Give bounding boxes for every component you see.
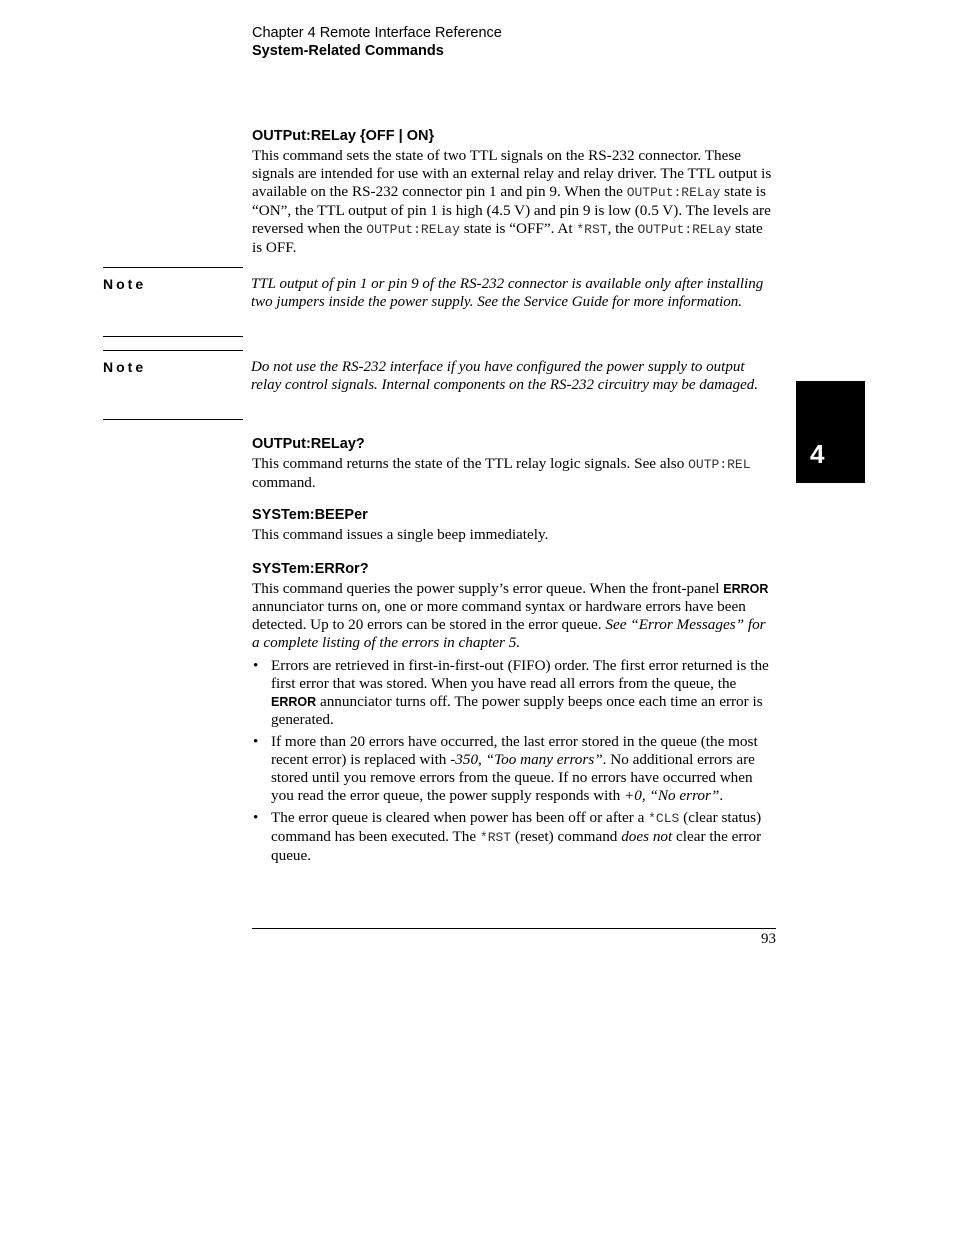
relay-query-code: OUTP:REL <box>688 457 751 472</box>
note-1-text: TTL output of pin 1 or pin 9 of the RS-232 connector is available only after installing two jumpers inside the power supply. See the Service Guide for more information. <box>251 276 764 310</box>
relay-paragraph <box>252 147 776 257</box>
note-2-top-rule <box>103 350 243 351</box>
error-paragraph <box>252 580 776 652</box>
bullet-1-text-b: annunciator turns off. The power supply beeps once each time an error is generated. <box>271 693 763 728</box>
bullet-2-no-error: +0, “No error” <box>624 787 720 804</box>
relay-code-1: OUTPut:RELay <box>626 185 721 200</box>
relay-text-3: state is “OFF”. At <box>459 220 577 237</box>
page-number: 93 <box>761 931 776 947</box>
relay-heading: OUTPut:RELay {OFF | ON} <box>252 128 435 144</box>
relay-code-2: OUTPut:RELay <box>366 222 460 237</box>
note-1-bottom-rule <box>103 336 243 337</box>
relay-code-4: OUTPut:RELay <box>637 222 732 237</box>
footer-rule <box>252 928 776 929</box>
bullet-3-text-d: clear the error queue. <box>271 828 762 864</box>
error-section <box>252 560 776 869</box>
relay-code-3: *RST <box>576 222 608 237</box>
relay-text-4: , the <box>607 220 638 237</box>
error-text-1: This command queries the power supply’s error queue. When the front-panel <box>252 580 724 597</box>
bullet-3-text-a: The error queue is cleared when power has been off or after a <box>271 809 649 826</box>
error-bullet-list <box>252 657 776 865</box>
error-see-also: See “Error Messages” for a complete listing of the errors in chapter 5. <box>252 616 766 651</box>
bullet-2-text-b: . No additional errors are stored until you remove errors from the queue. If no errors have occurred when you read the error queue, the power supply responds with <box>271 751 755 804</box>
beeper-heading: SYSTem:BEEPer <box>252 507 368 523</box>
chapter-tab-label: 4 <box>810 439 825 469</box>
note-1-top-rule <box>103 267 243 268</box>
relay-text-2: state is “ON”, the TTL output of pin 1 is high (4.5 V) and pin 9 is low (0.5 V). The levels are reversed when the <box>252 183 771 237</box>
error-text-2: annunciator turns on, one or more command syntax or hardware errors have been detected. Up to 20 errors can be stored in the error queue. <box>252 598 746 633</box>
relay-query-text-2: command. <box>252 474 316 491</box>
relay-query-text-1: This command returns the state of the TTL relay logic signals. See also <box>252 455 689 472</box>
error-bullet-2 <box>252 733 776 805</box>
bullet-3-text-c: (reset) command <box>511 828 622 845</box>
note-2-label: Note <box>103 359 147 375</box>
relay-text-5: state is OFF. <box>252 220 763 256</box>
bullet-1-text-a: Errors are retrieved in first-in-first-out (FIFO) order. The first error returned is the first error that was stored. When you have read all errors from the queue, the <box>271 657 769 692</box>
beeper-section <box>252 506 776 544</box>
error-bullet-3 <box>252 809 776 865</box>
relay-text-1: This command sets the state of two TTL signals on the RS-232 connector. These signals are intended for use with an external relay and relay driver. The TTL output is available on the RS-232 connector pin 1 and pin 9. When the <box>252 147 772 200</box>
chapter-title: Chapter 4 Remote Interface Reference <box>252 25 502 41</box>
bullet-2-text-a: If more than 20 errors have occurred, the last error stored in the queue (the most recent error) is replaced with <box>271 733 758 768</box>
bullet-3-text-b: (clear status) command has been executed. The <box>271 809 762 845</box>
relay-section <box>252 127 776 257</box>
bullet-2-text-c: . <box>719 787 724 804</box>
bullet-3-code-cls: *CLS <box>648 811 680 826</box>
note-1-label: Note <box>103 276 147 292</box>
chapter-tab <box>796 381 865 483</box>
bullet-3-code-rst: *RST <box>479 830 512 845</box>
relay-query-section <box>252 435 752 492</box>
relay-query-heading: OUTPut:RELay? <box>252 436 365 452</box>
error-annunciator-label: ERROR <box>723 582 769 596</box>
beeper-paragraph: This command issues a single beep immediately. <box>252 526 549 543</box>
bullet-1-annunciator: ERROR <box>271 695 317 709</box>
note-2-text: Do not use the RS-232 interface if you have configured the power supply to output relay control signals. Internal components on the RS-232 circuitry may be damaged. <box>251 359 758 393</box>
bullet-3-does-not: does not <box>621 828 673 845</box>
error-bullet-1 <box>252 657 776 729</box>
relay-query-paragraph <box>252 455 752 492</box>
running-header <box>252 24 502 60</box>
section-title: System-Related Commands <box>252 43 444 59</box>
error-heading: SYSTem:ERRor? <box>252 561 369 577</box>
bullet-2-too-many-errors: -350, “Too many errors” <box>450 751 603 768</box>
note-2-bottom-rule <box>103 419 243 420</box>
